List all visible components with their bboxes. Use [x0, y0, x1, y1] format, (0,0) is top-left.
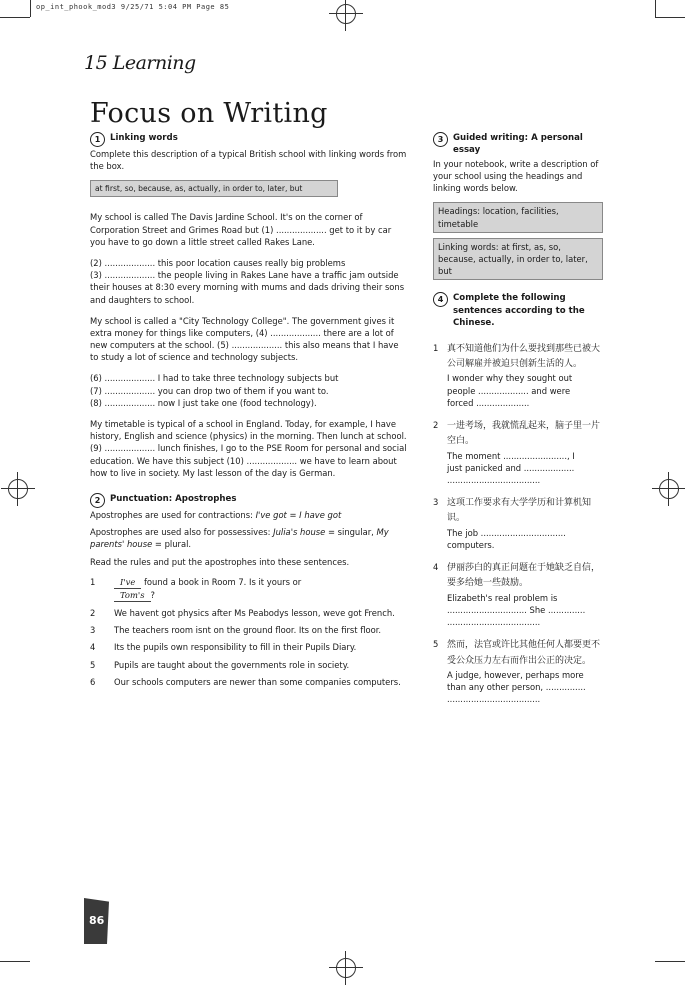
apostrophe-rule-1: Apostrophes are used for contractions: I've got = I have got: [90, 509, 342, 520]
section-1-heading: 1 Linking words: [90, 132, 408, 147]
section-number: 1: [90, 132, 105, 147]
crop-mark: [655, 961, 685, 962]
translation-item: 1 真不知道他们为什么要找到那些已被大公司解雇并被迫只创新生活的人。 I wonder why they sought out people ................... and were forced ....................: [433, 342, 601, 408]
page-title: Focus on Writing: [90, 98, 328, 129]
translation-item: 3 这项工作要求有大学学历和计算机知识。 The job ................................ computers.: [433, 497, 592, 550]
apostrophe-rule-2: Apostrophes are used also for possessives: Julia's house = singular, My parents' house = plural.: [90, 527, 389, 550]
translation-item: 5 然而，法官或许比其他任何人都要更不受公众压力左右而作出公正的决定。 A judge, however, perhaps more than any other person, ............... ...................................: [433, 639, 601, 705]
crop-mark: [655, 0, 656, 17]
list-item: 6 Our schools computers are newer than some companies computers.: [90, 676, 401, 687]
left-column: [90, 132, 408, 693]
section-2-heading: 2 Punctuation: Apostrophes: [90, 493, 408, 508]
list-item: 2 We havent got physics after Ms Peabodys lesson, weve got French.: [90, 608, 395, 619]
section-number: 2: [90, 493, 105, 508]
section-2-instruction: Read the rules and put the apostrophes into these sentences.: [90, 556, 350, 567]
page-number: 86: [89, 914, 105, 927]
section-1-instruction: Complete this description of a typical British school with linking words from the box.: [90, 149, 407, 172]
paragraph: (3) ................... the people living in Rakes Lane have a traffic jam outside their houses at 8:30 every morning with mums and dads driving their sons and daughters to school.: [90, 270, 405, 305]
section-number: 3: [433, 132, 448, 147]
crop-mark: [30, 0, 31, 17]
section-4-heading: 4 Complete the following sentences according to the Chinese.: [433, 292, 603, 329]
right-column: [433, 132, 603, 715]
paragraph-line: (8) ................... now I just take one (food technology).: [90, 397, 317, 408]
crop-mark: [655, 17, 685, 18]
registration-mark-right: [659, 479, 679, 499]
registration-mark-bottom: [336, 958, 356, 978]
word-box: at first, so, because, as, actually, in order to, later, but: [90, 180, 338, 197]
headings-box: Headings: location, facilities, timetable: [433, 202, 603, 232]
paragraph-line: (6) ................... I had to take three technology subjects but: [90, 373, 339, 384]
paragraph: My school is called The Davis Jardine School. It's on the corner of Corporation Street and Grimes Road but (1) ................... get to it by car you have to go down a little street called Rakes Lane.: [90, 212, 392, 247]
paragraph: My school is called a "City Technology College". The government gives it extra money for things like computers, (4) ................... there are a lot of new computers at the school. (5) ................... this also means that I have to study a lot of science and technology subjects.: [90, 315, 399, 363]
section-number: 4: [433, 292, 448, 307]
paragraph: My timetable is typical of a school in England. Today, for example, I have history, English and science (physics) in the morning. Then lunch at school. (9) ................... lunch finishes, I go to the PSE Room for personal and social education. We have this subject (10) ................... we have to learn about how to live in society. My last lesson of the day is German.: [90, 419, 407, 478]
list-item: 4 Its the pupils own responsibility to fill in their Pupils Diary.: [90, 642, 357, 653]
list-item: 5 Pupils are taught about the governments role in society.: [90, 659, 350, 670]
printer-slug: op_int_phook_mod3 9/25/71 5:04 PM Page 85: [36, 3, 230, 11]
unit-label: 15 Learning: [84, 52, 196, 74]
crop-mark: [0, 17, 30, 18]
crop-mark: [0, 961, 30, 962]
list-item: 1 I've found a book in Room 7. Is it yours or Tom's ?: [90, 576, 408, 602]
list-item: 3 The teachers room isnt on the ground floor. Its on the first floor.: [90, 625, 382, 636]
handwritten-answer: Tom's: [114, 589, 151, 602]
translation-item: 4 伊丽莎白的真正问题在于她缺乏自信，要多给她一些鼓励。 Elizabeth's real problem is .............................. She .............. ...................................: [433, 562, 601, 628]
registration-mark-top: [336, 4, 356, 24]
section-3-heading: 3 Guided writing: A personal essay: [433, 132, 603, 157]
linking-words-box: Linking words: at first, as, so, because, actually, in order to, later, but: [433, 238, 603, 281]
handwritten-answer: I've: [114, 576, 141, 589]
registration-mark-left: [8, 479, 28, 499]
paragraph-line: (7) ................... you can drop two of them if you want to.: [90, 385, 329, 396]
section-3-instruction: In your notebook, write a description of your school using the headings and linking words below.: [433, 158, 599, 194]
paragraph-line: (2) ................... this poor location causes really big problems: [90, 257, 346, 268]
translation-item: 2 一进考场，我就慌乱起来，脑子里一片空白。 The moment ........................, I just panicked and ................... ...................................: [433, 419, 601, 485]
